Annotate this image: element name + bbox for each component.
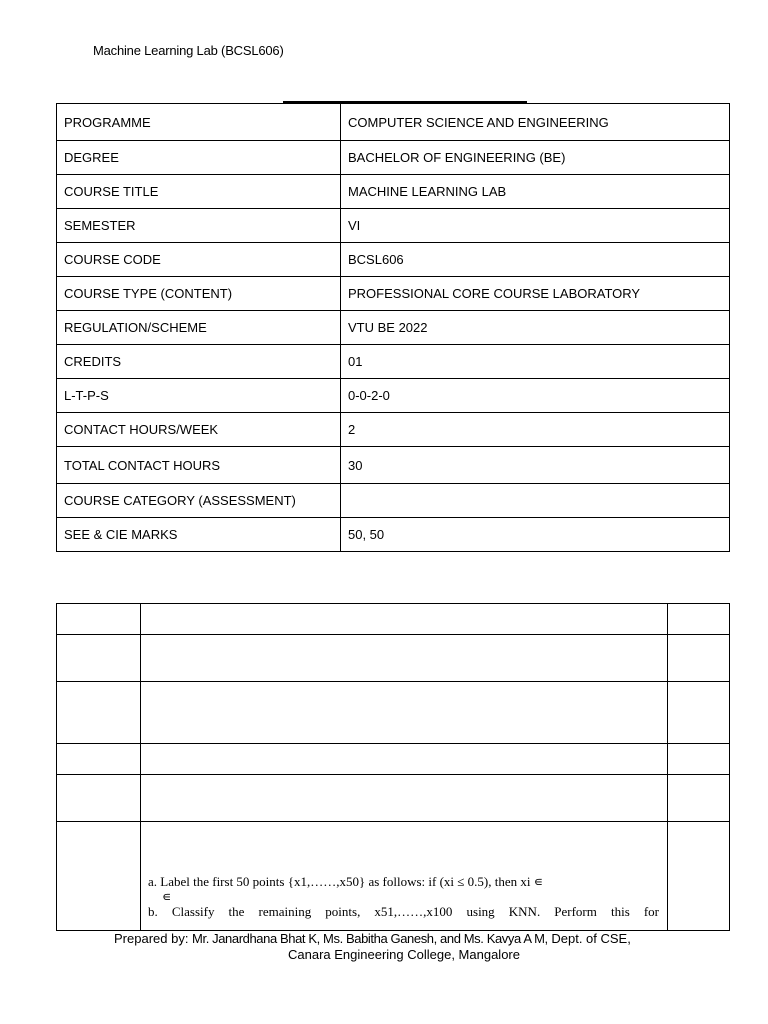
- table-row: [57, 604, 730, 635]
- table-row: [57, 104, 730, 141]
- info-key: DEGREE: [57, 141, 341, 175]
- info-value: BCSL606: [341, 243, 730, 277]
- info-value: 01: [341, 345, 730, 379]
- info-value: VI: [341, 209, 730, 243]
- task-item-a: a. Label the first 50 points {x1,……,x50} as follows: if (xi ≤ 0.5), then xi ∊: [148, 874, 544, 889]
- table-row: [57, 311, 730, 345]
- info-key: CONTACT HOURS/WEEK: [57, 413, 341, 447]
- table-row: [57, 518, 730, 552]
- footer-dept: Dept. of CSE,: [547, 931, 631, 946]
- table-cell: [668, 822, 730, 931]
- footer-college: Canara Engineering College, Mangalore: [288, 947, 520, 962]
- table-row: [57, 379, 730, 413]
- table-cell: [57, 775, 141, 822]
- task-item-b: b. Classify the remaining points, x51,……,x100 using KNN. Perform this for: [148, 904, 659, 919]
- info-value: VTU BE 2022: [341, 311, 730, 345]
- table-row: [57, 775, 730, 822]
- table-cell: [141, 635, 668, 682]
- table-row: [57, 682, 730, 744]
- table-cell: [57, 604, 141, 635]
- table-cell: [57, 822, 141, 931]
- table-row: [57, 345, 730, 379]
- table-cell: [57, 635, 141, 682]
- table-cell: [668, 682, 730, 744]
- table-row: [57, 243, 730, 277]
- table-cell: [57, 744, 141, 775]
- table-cell: [141, 822, 668, 931]
- table-row: [57, 744, 730, 775]
- info-value: 30: [341, 447, 730, 484]
- table-cell: [141, 775, 668, 822]
- footer-line-authors: [0, 931, 768, 947]
- info-key: PROGRAMME: [57, 104, 341, 141]
- table-cell: [668, 775, 730, 822]
- table-cell: [141, 744, 668, 775]
- info-value: 50, 50: [341, 518, 730, 552]
- table-row: [57, 209, 730, 243]
- info-value: 2: [341, 413, 730, 447]
- info-key: TOTAL CONTACT HOURS: [57, 447, 341, 484]
- table-cell: [668, 744, 730, 775]
- info-key: L-T-P-S: [57, 379, 341, 413]
- table-row: [57, 175, 730, 209]
- table-row: [57, 413, 730, 447]
- info-key: COURSE CODE: [57, 243, 341, 277]
- table-cell: [141, 682, 668, 744]
- info-key: REGULATION/SCHEME: [57, 311, 341, 345]
- info-value: 0-0-2-0: [341, 379, 730, 413]
- table-row: [57, 822, 730, 931]
- info-key: CREDITS: [57, 345, 341, 379]
- table-cell: [668, 604, 730, 635]
- table-row: [57, 141, 730, 175]
- info-value: MACHINE LEARNING LAB: [341, 175, 730, 209]
- task-item-a-continuation: ∊: [162, 889, 172, 904]
- document-footer: [0, 931, 768, 963]
- course-info-table: [56, 103, 730, 552]
- footer-prefix: Prepared by:: [114, 931, 193, 946]
- table-row: [57, 277, 730, 311]
- footer-names: Mr. Janardhana Bhat K, Ms. Babitha Ganesh, and Ms. Kavya A M,: [192, 931, 548, 946]
- table-cell: [668, 635, 730, 682]
- table-row: [57, 447, 730, 484]
- experiments-table: [56, 603, 730, 931]
- info-key: SEE & CIE MARKS: [57, 518, 341, 552]
- table-cell: [141, 604, 668, 635]
- info-value: COMPUTER SCIENCE AND ENGINEERING: [341, 104, 730, 141]
- table-cell: [57, 682, 141, 744]
- info-value: BACHELOR OF ENGINEERING (BE): [341, 141, 730, 175]
- table-row: [57, 484, 730, 518]
- table-row: [57, 635, 730, 682]
- info-value: [341, 484, 730, 518]
- info-value: PROFESSIONAL CORE COURSE LABORATORY: [341, 277, 730, 311]
- task-list: [141, 874, 667, 930]
- info-key: SEMESTER: [57, 209, 341, 243]
- info-key: COURSE TYPE (CONTENT): [57, 277, 341, 311]
- document-header-title: Machine Learning Lab (BCSL606): [93, 43, 284, 58]
- info-key: COURSE TITLE: [57, 175, 341, 209]
- info-key: COURSE CATEGORY (ASSESSMENT): [57, 484, 341, 518]
